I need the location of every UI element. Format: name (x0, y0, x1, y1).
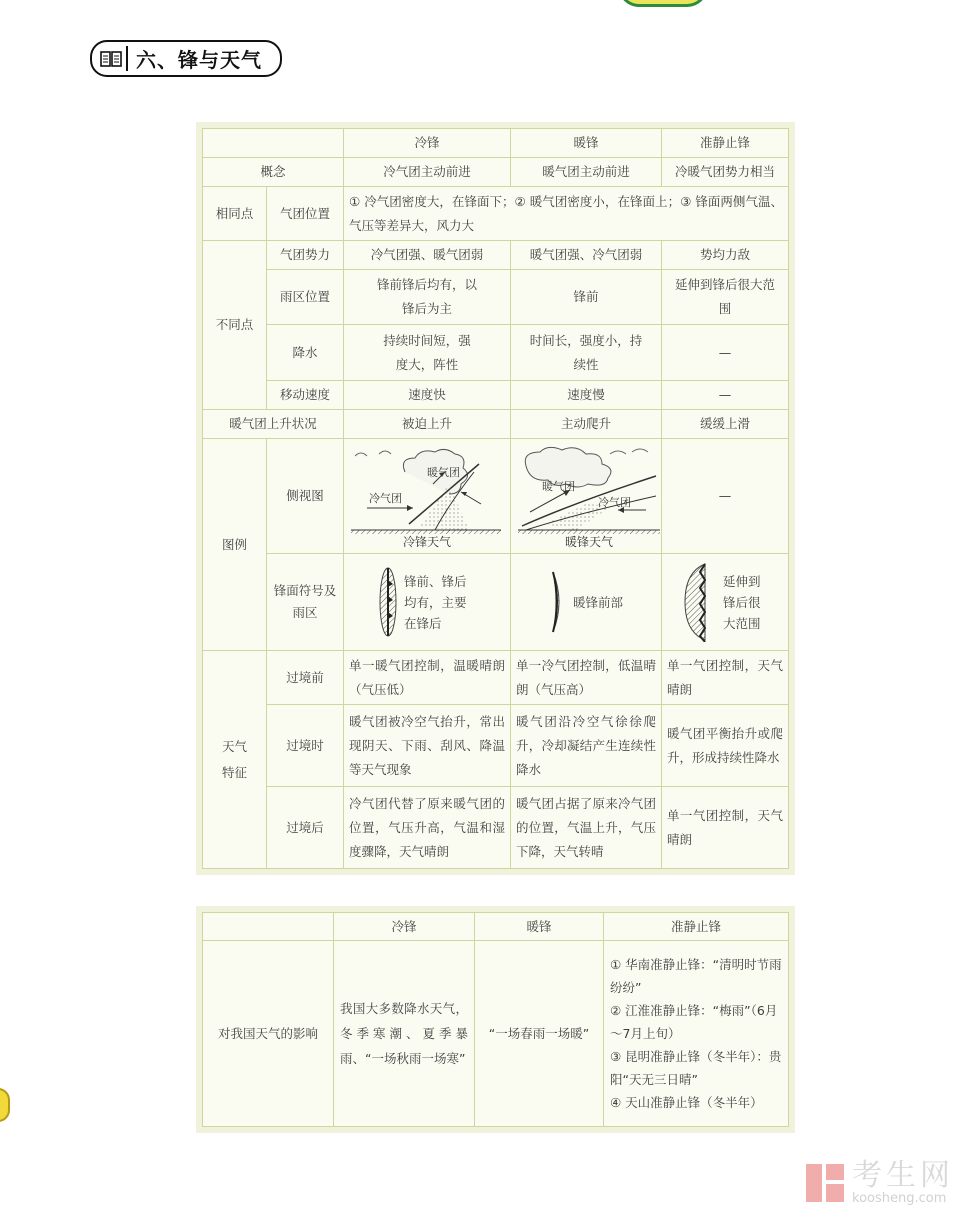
stationary-item: ③ 昆明准静止锋（冬半年）：贵阳“天无三日晴” (610, 1049, 782, 1087)
row-label: 锋面符号及雨区 (267, 554, 344, 651)
cell: 势均力敌 (662, 241, 789, 270)
cold-diagram-cold-label: 冷气团 (369, 491, 402, 505)
row-label-impact: 对我国天气的影响 (203, 941, 334, 1127)
row-label: 过境时 (267, 705, 344, 787)
warm-front-side-view (511, 439, 662, 554)
cell: 暖气团占据了原来冷气团的位置，气温上升，气压下降，天气转晴 (511, 787, 662, 869)
stationary-item: ② 江淮准静止锋：“梅雨”（6月～7月上旬） (610, 1003, 778, 1041)
cell: 暖气团强、冷气团弱 (511, 241, 662, 270)
book-icon (96, 46, 128, 71)
section-title: 六、锋与天气 (136, 48, 262, 72)
cell: 持续时间短，强度大，阵性 (344, 325, 511, 381)
section-heading (90, 40, 282, 77)
top-decoration (618, 0, 708, 7)
cell: 锋前 (511, 270, 662, 325)
cell-warm-impact: “一场春雨一场暖” (475, 941, 604, 1127)
front-comparison-table (196, 122, 795, 875)
cell: 暖气团被冷空气抬升，常出现阴天、下雨、刮风、降温等天气现象 (344, 705, 511, 787)
watermark-cn: 考生网 (852, 1158, 954, 1193)
watermark-logo-icon (804, 1162, 846, 1204)
cold-front-side-view (344, 439, 511, 554)
row-label: 气团位置 (267, 187, 344, 241)
cell: 冷气团主动前进 (344, 158, 511, 187)
stationary-item: ④ 天山准静止锋（冬半年） (610, 1095, 763, 1110)
cold-front-diagram (349, 444, 505, 549)
row-label: 侧视图 (267, 439, 344, 554)
cell: 冷气团强、暖气团弱 (344, 241, 511, 270)
row-label-rise: 暖气团上升状况 (203, 410, 344, 439)
watermark-en: koosheng.com (852, 1191, 947, 1206)
warm-diagram-caption: 暖锋天气 (564, 534, 614, 549)
header-stationary: 准静止锋 (604, 913, 789, 941)
cell-cold-impact: 我国大多数降水天气，冬季寒潮、夏季暴雨、“一场秋雨一场寒” (334, 941, 475, 1127)
cold-symbol-text: 锋前、锋后均有，主要在锋后 (404, 573, 467, 631)
cell: 主动爬升 (511, 410, 662, 439)
warm-symbol-text: 暖锋前部 (572, 594, 623, 610)
cell: 暖气团平衡抬升或爬升，形成持续性降水 (662, 705, 789, 787)
row-label: 移动速度 (267, 381, 344, 410)
cell-stationary-impact (604, 941, 789, 1127)
side-decoration (0, 1088, 10, 1122)
cell: 延伸到锋后很大范围 (662, 270, 789, 325)
row-label: 过境前 (267, 651, 344, 705)
cell: 时间长，强度小，持续性 (511, 325, 662, 381)
group-label-diff: 不同点 (203, 241, 267, 410)
stationary-front-symbol-cell (662, 554, 789, 651)
cell: 单一冷气团控制，低温晴朗（气压高） (511, 651, 662, 705)
cell: 速度快 (344, 381, 511, 410)
watermark (804, 1160, 954, 1206)
header-cold: 冷锋 (334, 913, 475, 941)
warm-front-symbol-icon (549, 570, 567, 634)
cold-front-symbol-cell (344, 554, 511, 651)
cell: 暖气团沿冷空气徐徐爬升，冷却凝结产生连续性降水 (511, 705, 662, 787)
cell: 被迫上升 (344, 410, 511, 439)
cell-same-text: ① 冷气团密度大，在锋面下；② 暖气团密度小，在锋面上；③ 锋面两侧气温、气压等差异大，风力大 (344, 187, 789, 241)
row-label-concept: 概念 (203, 158, 344, 187)
cell: — (662, 439, 789, 554)
row-label: 气团势力 (267, 241, 344, 270)
header-cold: 冷锋 (344, 129, 511, 158)
row-label: 雨区位置 (267, 270, 344, 325)
warm-diagram-cold-label: 冷气团 (598, 495, 631, 509)
stationary-front-symbol-icon (683, 562, 717, 642)
header-blank (203, 913, 334, 941)
stationary-symbol-text: 延伸到锋后很大范围 (723, 573, 761, 631)
group-label-weather: 天气特征 (203, 651, 267, 869)
cold-diagram-warm-label: 暖气团 (427, 465, 460, 479)
header-warm: 暖锋 (475, 913, 604, 941)
group-label-legend: 图例 (203, 439, 267, 651)
header-stationary: 准静止锋 (662, 129, 789, 158)
stationary-item: ① 华南准静止锋：“清明时节雨纷纷” (610, 957, 782, 995)
group-label-same: 相同点 (203, 187, 267, 241)
header-blank (203, 129, 344, 158)
row-label: 过境后 (267, 787, 344, 869)
cell: 单一暖气团控制，温暖晴朗（气压低） (344, 651, 511, 705)
cell: — (662, 381, 789, 410)
china-weather-impact-table (196, 906, 795, 1133)
warm-front-diagram (516, 444, 662, 549)
cold-diagram-caption: 冷锋天气 (402, 534, 452, 549)
cell: 单一气团控制，天气晴朗 (662, 787, 789, 869)
cell: 冷气团代替了原来暖气团的位置，气压升高，气温和湿度骤降，天气晴朗 (344, 787, 511, 869)
warm-front-symbol-cell (511, 554, 662, 651)
cell: — (662, 325, 789, 381)
header-warm: 暖锋 (511, 129, 662, 158)
cell: 缓缓上滑 (662, 410, 789, 439)
warm-diagram-warm-label: 暖气团 (542, 479, 575, 493)
row-label: 降水 (267, 325, 344, 381)
cold-front-symbol-icon (378, 566, 398, 638)
cell: 速度慢 (511, 381, 662, 410)
cell: 暖气团主动前进 (511, 158, 662, 187)
cell: 锋前锋后均有，以锋后为主 (344, 270, 511, 325)
cell: 单一气团控制，天气晴朗 (662, 651, 789, 705)
cell: 冷暖气团势力相当 (662, 158, 789, 187)
